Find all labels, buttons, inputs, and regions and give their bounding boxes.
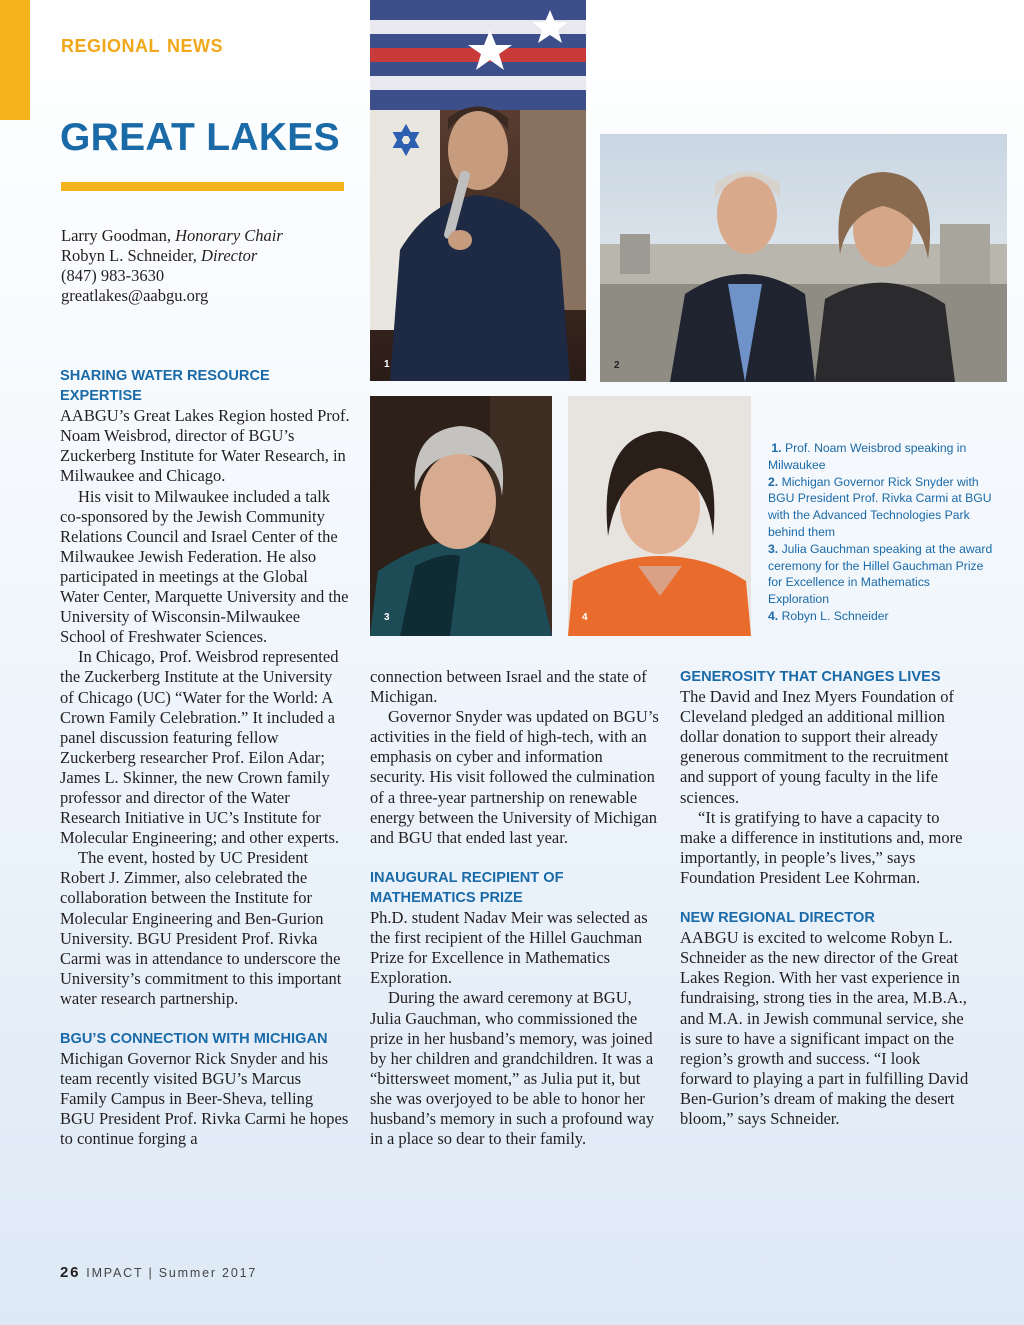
caption-2-num: 2.	[768, 474, 779, 489]
photo-number-4: 4	[582, 612, 588, 623]
photo-robyn-schneider	[568, 396, 751, 636]
contact-phone: (847) 983-3630	[61, 266, 165, 285]
caption-1-text: Prof. Noam Weisbrod speaking in Milwaukee	[768, 441, 967, 472]
page-footer	[60, 1264, 257, 1281]
kicker-word-2: NEWS	[167, 36, 224, 56]
contact-block	[61, 226, 283, 306]
heading-water-expertise: SHARING WATER RESOURCE EXPERTISE	[60, 368, 270, 405]
contact-director	[61, 246, 283, 266]
title-rule	[61, 182, 344, 191]
caption-2	[768, 474, 993, 541]
water-paragraph-1: AABGU’s Great Lakes Region hosted Prof. Noam Weisbrod, director of BGU’s Zuckerberg Institute for Water Research, in Milwaukee and Chicago.	[60, 406, 350, 486]
heading-mathematics-prize: INAUGURAL RECIPIENT OF MATHEMATICS PRIZE	[370, 869, 564, 906]
heading-generosity: GENEROSITY THAT CHANGES LIVES	[680, 669, 941, 685]
photo-number-1: 1	[384, 359, 390, 370]
heading-michigan-connection: BGU’S CONNECTION WITH MICHIGAN	[60, 1031, 328, 1047]
caption-2-text: Michigan Governor Rick Snyder with BGU President Prof. Rivka Carmi at BGU with the Advanced Technologies Park behind them	[768, 474, 992, 539]
director-role: Director	[201, 246, 258, 265]
publication-info: IMPACT | Summer 2017	[86, 1266, 258, 1280]
photo-captions	[768, 440, 993, 625]
michigan-paragraph-1a: Michigan Governor Rick Snyder and his team recently visited BGU’s Marcus Family Campus in Beer-Sheva, telling BGU President Prof. Rivka Carmi he hopes to continue forging a	[60, 1049, 349, 1149]
photo-snyder-carmi	[600, 134, 1007, 382]
contact-chair	[61, 226, 283, 246]
accent-bar	[0, 0, 30, 120]
water-paragraph-2: His visit to Milwaukee included a talk co-sponsored by the Jewish Community Relations Council and Israel Center of the Milwaukee Jewish Federation. He also participated in meetings at the Global Water Center, Marquette University and the University of Wisconsin-Milwaukee School of Freshwater Sciences.	[60, 486, 349, 647]
caption-3-num: 3.	[768, 541, 779, 556]
article-column-2	[370, 667, 660, 1149]
contact-email[interactable]: greatlakes@aabgu.org	[61, 286, 209, 305]
michigan-paragraph-1b: connection between Israel and the state of Michigan.	[370, 667, 647, 707]
page-title: GREAT LAKES	[60, 116, 340, 159]
prize-paragraph-2: During the award ceremony at BGU, Julia Gauchman, who commissioned the prize in her husband’s memory, was joined by her children and grandchildren. It was a “bittersweet moment,” as Julia put it, but she was overjoyed to be able to honor her husband’s memory in such a profound way in a place so dear to their family.	[370, 988, 655, 1149]
prize-paragraph-1: Ph.D. student Nadav Meir was selected as the first recipient of the Hillel Gauchman Prize for Excellence in Mathematics Exploration.	[370, 908, 648, 988]
chair-role: Honorary Chair	[175, 226, 283, 245]
water-paragraph-3: In Chicago, Prof. Weisbrod represented the Zuckerberg Institute at the University of Chicago (UC) “Water for the World: A Crown Family Celebration.” It included a panel discussion featuring fellow Zuckerberg researcher Prof. Eilon Adar; James L. Skinner, the new Crown family professor and director of the Water Research Initiative in UC’s Institute for Molecular Engineering; and other experts.	[60, 647, 340, 848]
kicker-word-1: REGIONAL	[61, 36, 161, 56]
director-name: Robyn L. Schneider,	[61, 246, 197, 265]
generosity-paragraph-1: The David and Inez Myers Foundation of Cleveland pledged an additional million dollar donation to support their already generous commitment to the recruitment and support of young faculty in the life sciences.	[680, 687, 955, 807]
caption-4	[768, 608, 993, 625]
article-column-3	[680, 667, 970, 1129]
director-paragraph-1: AABGU is excited to welcome Robyn L. Schneider as the new director of the Great Lakes Region. With her vast experience in fundraising, strong ties in the area, M.B.A., and M.A. in Jewish communal service, she is sure to have a significant impact on the region’s growth and success. “I look forward to playing a part in fulfilling David Ben-Gurion’s dream of making the desert bloom,” says Schneider.	[680, 928, 969, 1128]
caption-4-text: Robyn L. Schneider	[781, 608, 889, 623]
photo-number-3: 3	[384, 612, 390, 623]
caption-4-num: 4.	[768, 608, 779, 623]
michigan-paragraph-2: Governor Snyder was updated on BGU’s activities in the field of high-tech, with an emphasis on cyber and information security. His visit followed the culmination of a three-year partnership on renewable energy between the University of Michigan and BGU that ended last year.	[370, 707, 659, 847]
heading-new-director: NEW REGIONAL DIRECTOR	[680, 910, 875, 927]
photo-number-2: 2	[614, 360, 620, 371]
caption-3	[768, 541, 993, 608]
caption-1	[768, 440, 993, 474]
photo-julia-gauchman	[370, 396, 552, 636]
caption-1-num: 1.	[771, 441, 782, 455]
water-paragraph-4: The event, hosted by UC President Robert J. Zimmer, also celebrated the collaboration between the Institute for Molecular Engineering and Ben-Gurion University. BGU President Prof. Rivka Carmi was in attendance to underscore the University’s commitment to this important water research partnership.	[60, 848, 342, 1008]
caption-3-text: Julia Gauchman speaking at the award ceremony for the Hillel Gauchman Prize for Excellence in Mathematics Exploration	[768, 541, 993, 607]
chair-name: Larry Goodman,	[61, 226, 171, 245]
photo-weisbrod-speaking	[370, 0, 586, 381]
section-kicker	[61, 36, 230, 57]
page-number: 26	[60, 1264, 81, 1281]
article-column-1	[60, 366, 350, 1150]
generosity-paragraph-2: “It is gratifying to have a capacity to make a difference in institutions and, more importantly, in people’s lives,” says Foundation President Lee Kohrman.	[680, 807, 963, 887]
